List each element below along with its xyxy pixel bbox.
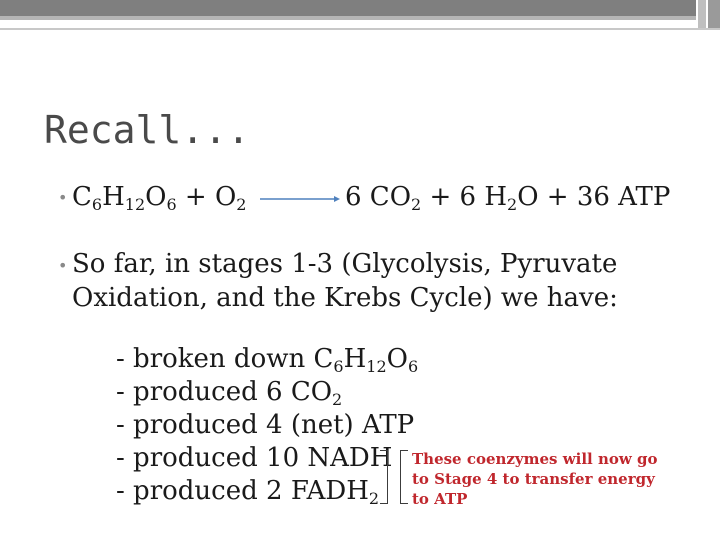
list-item: - produced 10 NADH [116,443,393,473]
bracket-right-icon [400,450,408,504]
reaction-arrow-icon [260,189,342,209]
bullet-icon: • [58,188,68,207]
corner-block-dark [708,0,720,28]
bullet2-line2: Oxidation, and the Krebs Cycle) we have: [72,283,618,313]
top-band-dark [0,0,696,16]
list-item: - produced 2 $FADH_2$ [116,476,380,508]
results-list [116,343,418,508]
bullet2-line1: So far, in stages 1-3 (Glycolysis, Pyruvate [72,249,618,279]
bracket-left-icon [380,450,388,504]
equation-reactants: $C_6H_{12}O_6 + O_2$ [72,182,247,214]
top-band-line [0,28,720,30]
coenzyme-note: These coenzymes will now go to Stage 4 to transfer energy to ATP [412,450,658,508]
corner-block-light [698,0,706,28]
list-item: - produced 6 $CO_2$ [116,377,343,409]
top-band-mid [0,16,696,20]
equation-products: 6 $CO_2 + 6$ $H_2O + 36$ ATP [345,182,671,214]
bullet-icon: • [58,256,68,275]
list-item: - produced 4 (net) ATP [116,410,415,440]
top-decoration-bar [0,0,720,30]
slide-title: Recall... [44,108,250,152]
list-item: - broken down $C_6H_{12}O_6$ [116,344,419,376]
